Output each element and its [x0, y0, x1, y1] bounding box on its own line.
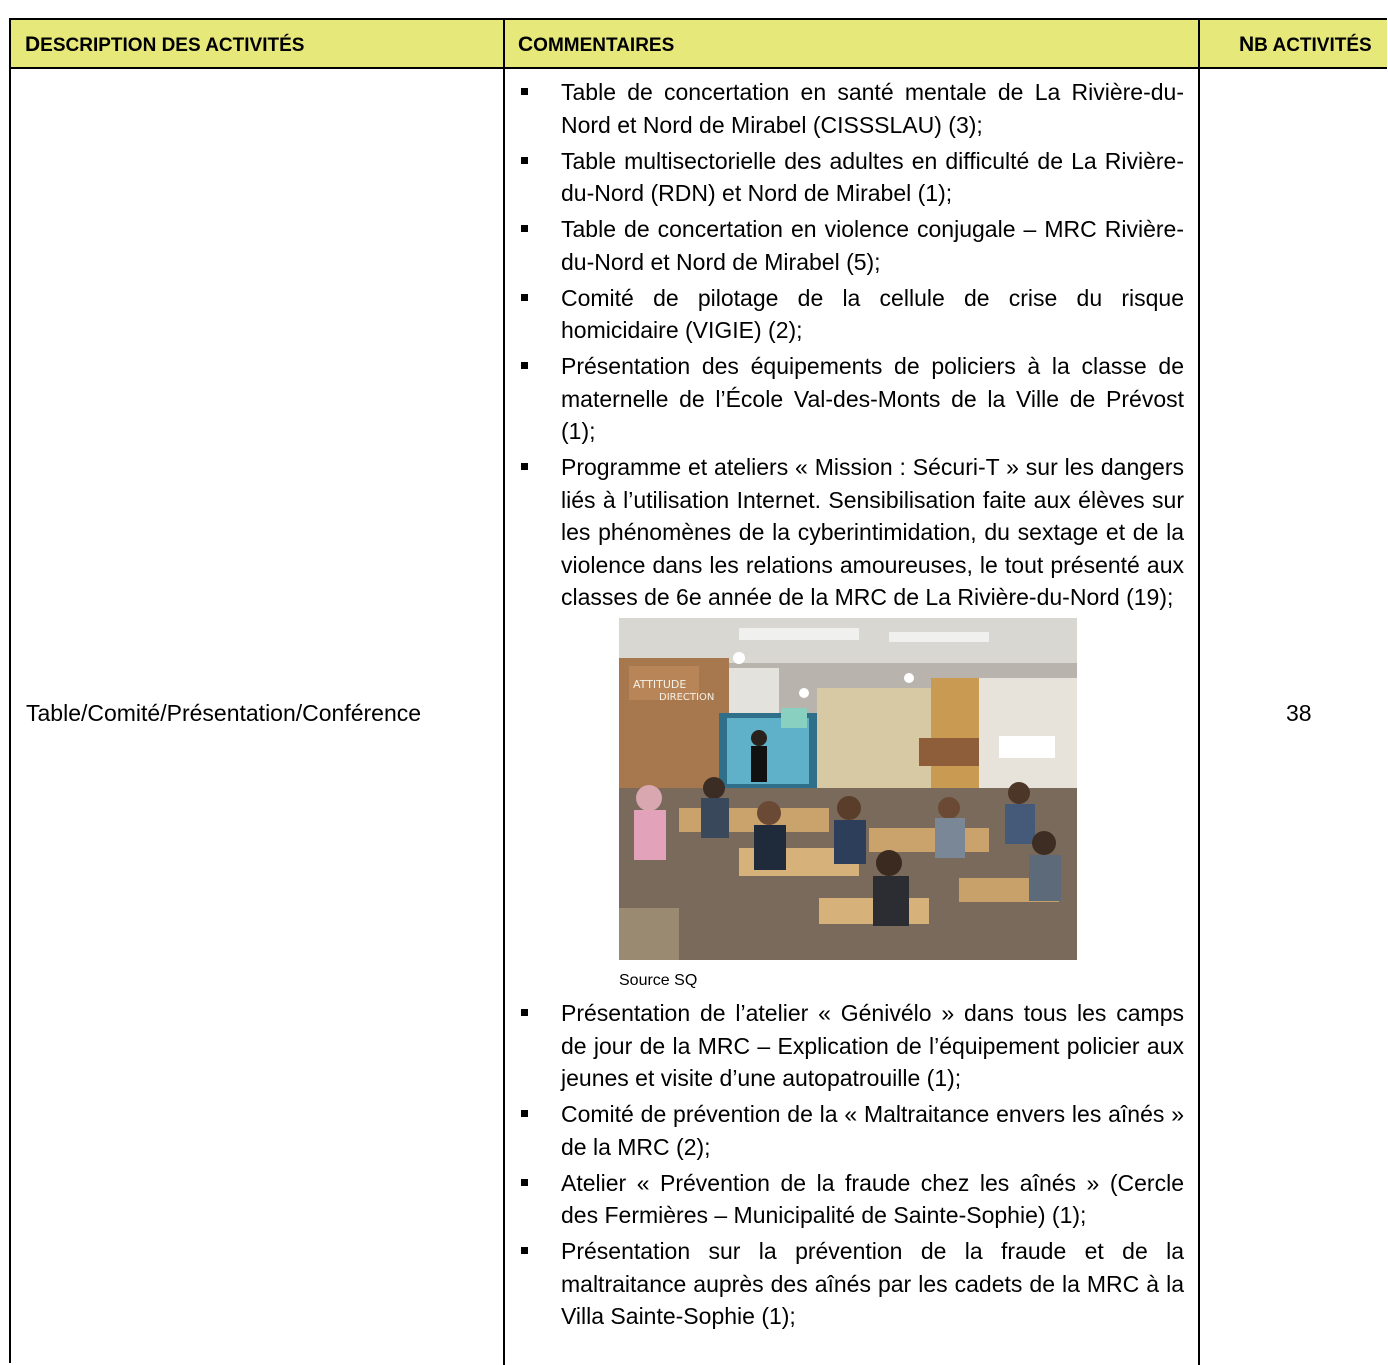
- activity-description: Table/Comité/Présentation/Conférence: [26, 700, 422, 726]
- header-description: DESCRIPTION DES ACTIVITÉS: [25, 33, 305, 56]
- bullet-icon: [521, 294, 528, 301]
- poster-text: DIRECTION: [659, 692, 715, 703]
- list-item: Présentation de l’atelier « Génivélo » dans tous les camps de jour de la MRC – Explication de l’équipement policier aux jeunes et visite d’une autopatrouille (1);: [506, 997, 1196, 1095]
- bullet-icon: [521, 1110, 528, 1117]
- classroom-photo-drawing: [619, 618, 1077, 960]
- list-item: Comité de prévention de la « Maltraitance envers les aînés » de la MRC (2);: [506, 1098, 1196, 1163]
- activities-table: [9, 18, 1387, 1363]
- bullet-icon: [521, 1009, 528, 1016]
- activity-count: 38: [1286, 700, 1312, 726]
- list-item: Programme et ateliers « Mission : Sécuri-T » sur les dangers liés à l’utilisation Internet. Sensibilisation faite aux élèves sur les phénomènes de la cyberintimidation, du sextage et de la violence dans les relations amoureuses, le tout présenté aux classes de 6e année de la MRC de La Rivière-du-Nord (19);: [506, 451, 1196, 614]
- bullet-icon: [521, 1247, 528, 1254]
- classroom-photo: [619, 618, 1077, 960]
- bullet-icon: [521, 1179, 528, 1186]
- bullet-icon: [521, 88, 528, 95]
- photo-block: [506, 617, 1196, 997]
- header-comments: COMMENTAIRES: [518, 33, 675, 56]
- column-divider: [1198, 20, 1200, 1365]
- list-item: Présentation des équipements de policiers à la classe de maternelle de l’École Val-des-Monts de la Ville de Prévost (1);: [506, 350, 1196, 448]
- column-divider: [503, 20, 505, 1365]
- list-item: Présentation sur la prévention de la fraude et de la maltraitance auprès des aînés par les cadets de la MRC à la Villa Sainte-Sophie (1);: [506, 1235, 1196, 1333]
- bullet-icon: [521, 362, 528, 369]
- list-item: Table de concertation en santé mentale de La Rivière-du-Nord et Nord de Mirabel (CISSSLAU) (3);: [506, 76, 1196, 141]
- list-item: Comité de pilotage de la cellule de crise du risque homicidaire (VIGIE) (2);: [506, 282, 1196, 347]
- list-item: Table de concertation en violence conjugale – MRC Rivière-du-Nord et Nord de Mirabel (5);: [506, 213, 1196, 278]
- list-item: Atelier « Prévention de la fraude chez les aînés » (Cercle des Fermières – Municipalité de Sainte-Sophie) (1);: [506, 1167, 1196, 1232]
- comments-list: [506, 76, 1196, 1336]
- bullet-icon: [521, 157, 528, 164]
- poster-text: ATTITUDE: [633, 678, 687, 691]
- bullet-icon: [521, 463, 528, 470]
- table-header: [11, 20, 1387, 69]
- list-item: Table multisectorielle des adultes en difficulté de La Rivière-du-Nord (RDN) et Nord de Mirabel (1);: [506, 145, 1196, 210]
- header-count: NB ACTIVITÉS: [1239, 33, 1372, 56]
- bullet-icon: [521, 225, 528, 232]
- photo-caption: Source SQ: [619, 972, 698, 989]
